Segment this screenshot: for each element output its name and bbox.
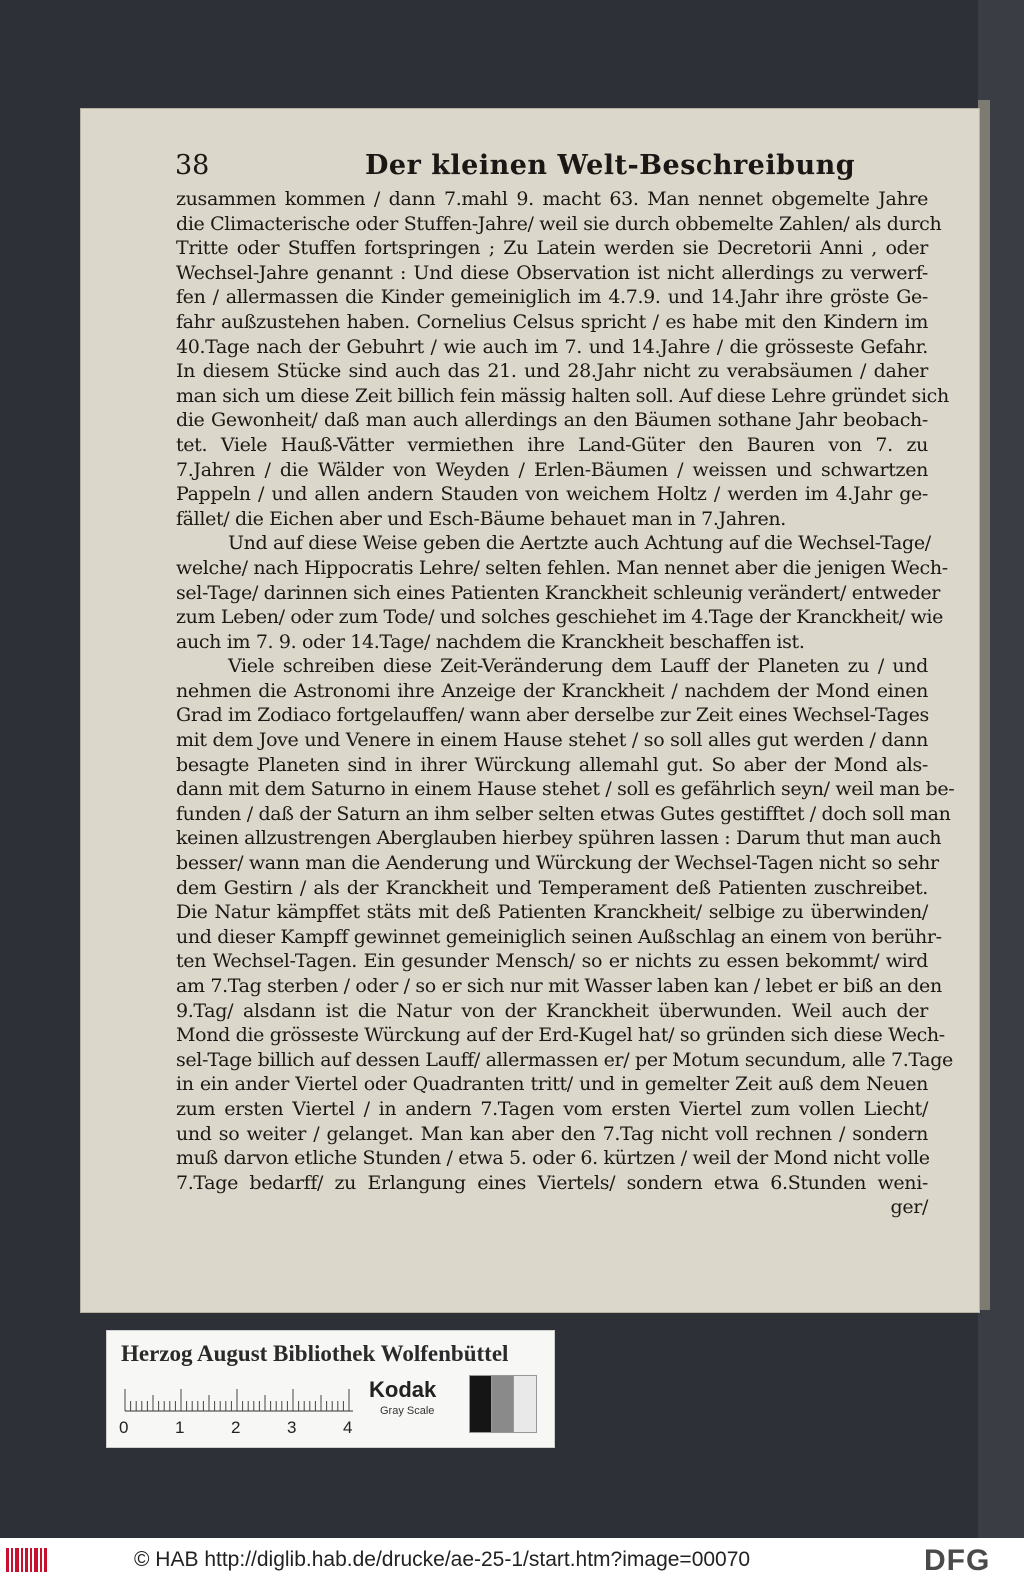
text-line: dann mit dem Saturno in einem Hause stehet / soll es gefährlich seyn/ weil man be- — [176, 778, 955, 801]
text-line: welche/ nach Hippocratis Lehre/ selten fehlen. Man nennet aber die jenigen Wech- — [176, 556, 948, 579]
text-line: 9.Tag/ alsdann ist die Natur von der Kranckheit überwunden. Weil auch der — [176, 999, 928, 1022]
text-line: In diesem Stücke sind auch das 21. und 28.Jahr nicht zu verabsäumen / daher — [176, 360, 928, 383]
text-line: dem Gestirn / als der Kranckheit und Temperament deß Patienten zuschreibet. — [176, 876, 928, 899]
text-line: ten Wechsel-Tagen. Ein gesunder Mensch/ so er nichts zu essen bekommt/ wird — [176, 950, 928, 973]
catchword: ger/ — [890, 1196, 928, 1219]
text-line: nehmen die Astronomi ihre Anzeige der Kranckheit / nachdem der Mond einen — [176, 679, 928, 702]
gray-patch — [469, 1375, 493, 1433]
text-line: Grad im Zodiaco fortgelauffen/ wann aber derselbe zur Zeit eines Wechsel-Tages — [176, 704, 929, 727]
text-line: tet. Viele Hauß-Vätter vermiethen ihre Land-Güter den Bauren von 7. zu — [176, 433, 928, 456]
text-line: sel-Tage/ darinnen sich eines Patienten Kranckheit schleunig verändert/ entweder — [176, 581, 941, 604]
text-line: besser/ wann man die Aenderung und Würckung der Wechsel-Tagen nicht so sehr — [176, 852, 939, 875]
ruler-number: 1 — [175, 1418, 185, 1437]
text-line: Die Natur kämpffet stäts mit deß Patienten Kranckheit/ selbige zu überwinden/ — [176, 901, 928, 924]
text-line: die Gewonheit/ daß man auch allerdings an den Bäumen sothane Jahr beobach- — [176, 409, 928, 432]
text-line: auch im 7. 9. oder 14.Tage/ nachdem die Kranckheit beschaffen ist. — [176, 630, 805, 653]
text-line: 7.Tage bedarff/ zu Erlangung eines Viertels/ sondern etwa 6.Stunden weni- — [176, 1171, 928, 1194]
text-line: zum ersten Viertel / in andern 7.Tagen vom ersten Viertel zum vollen Liecht/ — [176, 1097, 928, 1120]
page-number: 38 — [175, 150, 210, 181]
barcode-logo-icon — [6, 1548, 48, 1572]
gray-scale-label: Gray Scale — [380, 1405, 435, 1417]
text-line: Wechsel-Jahre genannt : Und diese Observation ist nicht allerdings zu verwerf- — [176, 261, 928, 284]
text-line: zusammen kommen / dann 7.mahl 9. macht 63. Man nennet obgemelte Jahre — [176, 188, 928, 210]
text-line: zum Leben/ oder zum Tode/ und solches geschiehet im 4.Tage der Kranckheit/ wie — [176, 606, 944, 629]
text-line: Und auf diese Weise geben die Aertzte auch Achtung auf die Wechsel-Tage/ — [228, 532, 931, 555]
text-line: mit dem Jove und Venere in einem Hause stehet / so soll alles gut werden / dann — [176, 729, 928, 752]
text-line: Mond die grösseste Würckung auf der Erd-Kugel hat/ so gründen sich diese Wech- — [176, 1024, 945, 1047]
ruler-number: 3 — [287, 1418, 297, 1437]
kodak-logo: Kodak — [369, 1377, 437, 1402]
text-line: 40.Tage nach der Gebuhrt / wie auch im 7. und 14.Jahre / die grösseste Gefahr. — [176, 335, 928, 358]
text-line: keinen allzustrengen Aberglauben hierbey spühren lassen : Darum thut man auch — [176, 827, 942, 850]
text-line: Tritte oder Stuffen fortspringen ; Zu Latein werden sie Decretorii Anni , oder — [176, 237, 928, 260]
text-line: Pappeln / und allen andern Stauden von weichem Holtz / werden im 4.Jahr ge- — [176, 483, 928, 506]
footer-bar — [0, 1538, 1024, 1582]
ruler-number: 4 — [343, 1418, 353, 1437]
text-line: fället/ die Eichen aber und Esch-Bäume behauet man in 7.Jahren. — [176, 507, 786, 530]
page-body-text — [176, 187, 955, 1220]
text-line: sel-Tage billich auf dessen Lauff/ allermassen er/ per Motum secundum, alle 7.Tage — [176, 1048, 953, 1071]
text-line: am 7.Tag sterben / oder / so er sich nur mit Wasser laben kan / lebet er biß an den — [176, 975, 942, 997]
text-line: man sich um diese Zeit billich fein mässig halten soll. Auf diese Lehre gründet sich — [176, 384, 949, 407]
text-line: muß darvon etliche Stunden / etwa 5. oder 6. kürtzen / weil der Mond nicht volle — [176, 1147, 930, 1170]
text-line: funden / daß der Saturn an ihm selber selten etwas Gutes gestifftet / doch soll man — [176, 802, 951, 825]
ruler-number: 2 — [231, 1418, 241, 1437]
ruler-number: 0 — [119, 1418, 129, 1437]
gray-patch — [491, 1375, 515, 1433]
text-line: in ein ander Viertel oder Quadranten tritt/ und in gemelter Zeit auß dem Neuen — [176, 1073, 928, 1096]
text-line: und so weiter / gelanget. Man kan aber den 7.Tag nicht voll rechnen / sondern — [176, 1122, 928, 1145]
copyright-link[interactable]: © HAB http://diglib.hab.de/drucke/ae-25-1/start.htm?image=00070 — [134, 1548, 751, 1571]
adjacent-page-edge — [978, 0, 1024, 1538]
text-line: fen / allermassen die Kinder gemeiniglich im 4.7.9. und 14.Jahr ihre gröste Ge- — [176, 286, 928, 309]
text-line: fahr außzustehen haben. Cornelius Celsus spricht / es habe mit den Kindern im — [176, 310, 928, 333]
text-line: und dieser Kampff gewinnet gemeiniglich seinen Außschlag an einem von berühr- — [176, 925, 942, 948]
measurement-ruler — [121, 1381, 361, 1415]
text-line: besagte Planeten sind in ihrer Würckung allemahl gut. So aber der Mond als- — [176, 753, 928, 776]
text-line: Viele schreiben diese Zeit-Veränderung dem Lauff der Planeten zu / und — [228, 655, 928, 678]
color-target-card — [106, 1330, 555, 1448]
dfg-logo: DFG — [924, 1544, 991, 1577]
text-line: die Climacterische oder Stuffen-Jahre/ weil sie durch obbemelte Zahlen/ als durch — [176, 212, 942, 235]
text-line: 7.Jahren / die Wälder von Weyden / Erlen-Bäumen / weissen und schwartzen — [176, 458, 928, 481]
running-head: Der kleinen Welt-Beschreibung — [365, 150, 856, 181]
library-name: Herzog August Bibliothek Wolfenbüttel — [121, 1341, 509, 1366]
gray-patch — [513, 1375, 537, 1433]
